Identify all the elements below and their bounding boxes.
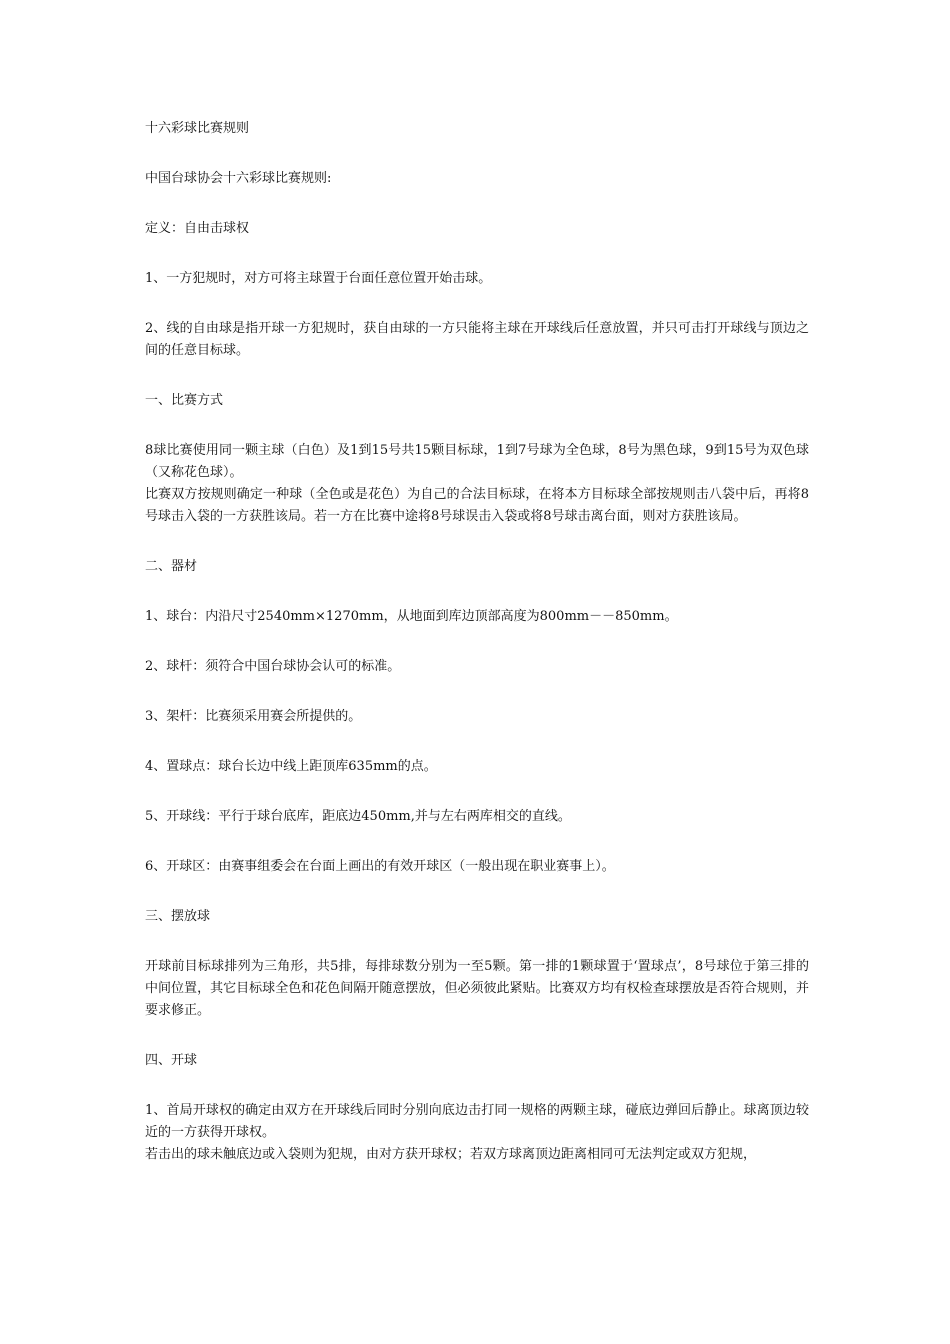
section-2-item-2: 2、球杆：须符合中国台球协会认可的标准。 [145, 659, 401, 674]
document-subtitle: 中国台球协会十六彩球比赛规则: [145, 171, 332, 186]
section-2-item-3: 3、架杆：比赛须采用赛会所提供的。 [145, 709, 362, 724]
section-1-heading: 一、比赛方式 [145, 393, 224, 408]
definition-item-1: 1、一方犯规时，对方可将主球置于台面任意位置开始击球。 [145, 271, 492, 286]
section-2-item-1: 1、球台：内沿尺寸2540mm×1270mm，从地面到库边顶部高度为800mm－－850mm。 [145, 609, 678, 624]
definition-item-2: 2、线的自由球是指开球一方犯规时，获自由球的一方只能将主球在开球线后任意放置，并只可击打开球线与顶边之间的任意目标球。 [145, 321, 809, 358]
section-4-paragraph-1: 1、首局开球权的确定由双方在开球线后同时分别向底边击打同一规格的两颗主球，碰底边弹回后静止。球离顶边较近的一方获得开球权。 [145, 1103, 809, 1140]
section-4-heading: 四、开球 [145, 1053, 198, 1068]
document-title: 十六彩球比赛规则 [145, 121, 250, 136]
section-2-item-5: 5、开球线：平行于球台底库，距底边450mm,并与左右两库相交的直线。 [145, 809, 571, 824]
section-4-paragraph-2: 若击出的球未触底边或入袋则为犯规，由对方获开球权；若双方球离顶边距离相同可无法判定或双方犯规， [145, 1147, 757, 1162]
section-3-heading: 三、摆放球 [145, 909, 211, 924]
section-2-item-4: 4、置球点：球台长边中线上距顶库635mm的点。 [145, 759, 437, 774]
section-1-paragraph-1: 8球比赛使用同一颗主球（白色）及1到15号共15颗目标球，1到7号球为全色球，8号为黑色球，9到15号为双色球（又称花色球）。 [145, 443, 809, 480]
definition-heading: 定义：自由击球权 [145, 221, 250, 236]
document-body [145, 118, 809, 1166]
section-1-paragraph-2: 比赛双方按规则确定一种球（全色或是花色）为自己的合法目标球，在将本方目标球全部按规则击八袋中后，再将8号球击入袋的一方获胜该局。若一方在比赛中途将8号球误击入袋或将8号球击离台面，则对方获胜该局。 [145, 487, 809, 524]
section-2-heading: 二、器材 [145, 559, 198, 574]
section-3-paragraph: 开球前目标球排列为三角形，共5排，每排球数分别为一至5颗。第一排的1颗球置于‘置球点’，8号球位于第三排的中间位置，其它目标球全色和花色间隔开随意摆放，但必须彼此紧贴。比赛双方均有权检查球摆放是否符合规则，并要求修正。 [145, 959, 809, 1018]
section-2-item-6: 6、开球区：由赛事组委会在台面上画出的有效开球区（一般出现在职业赛事上）。 [145, 859, 615, 874]
